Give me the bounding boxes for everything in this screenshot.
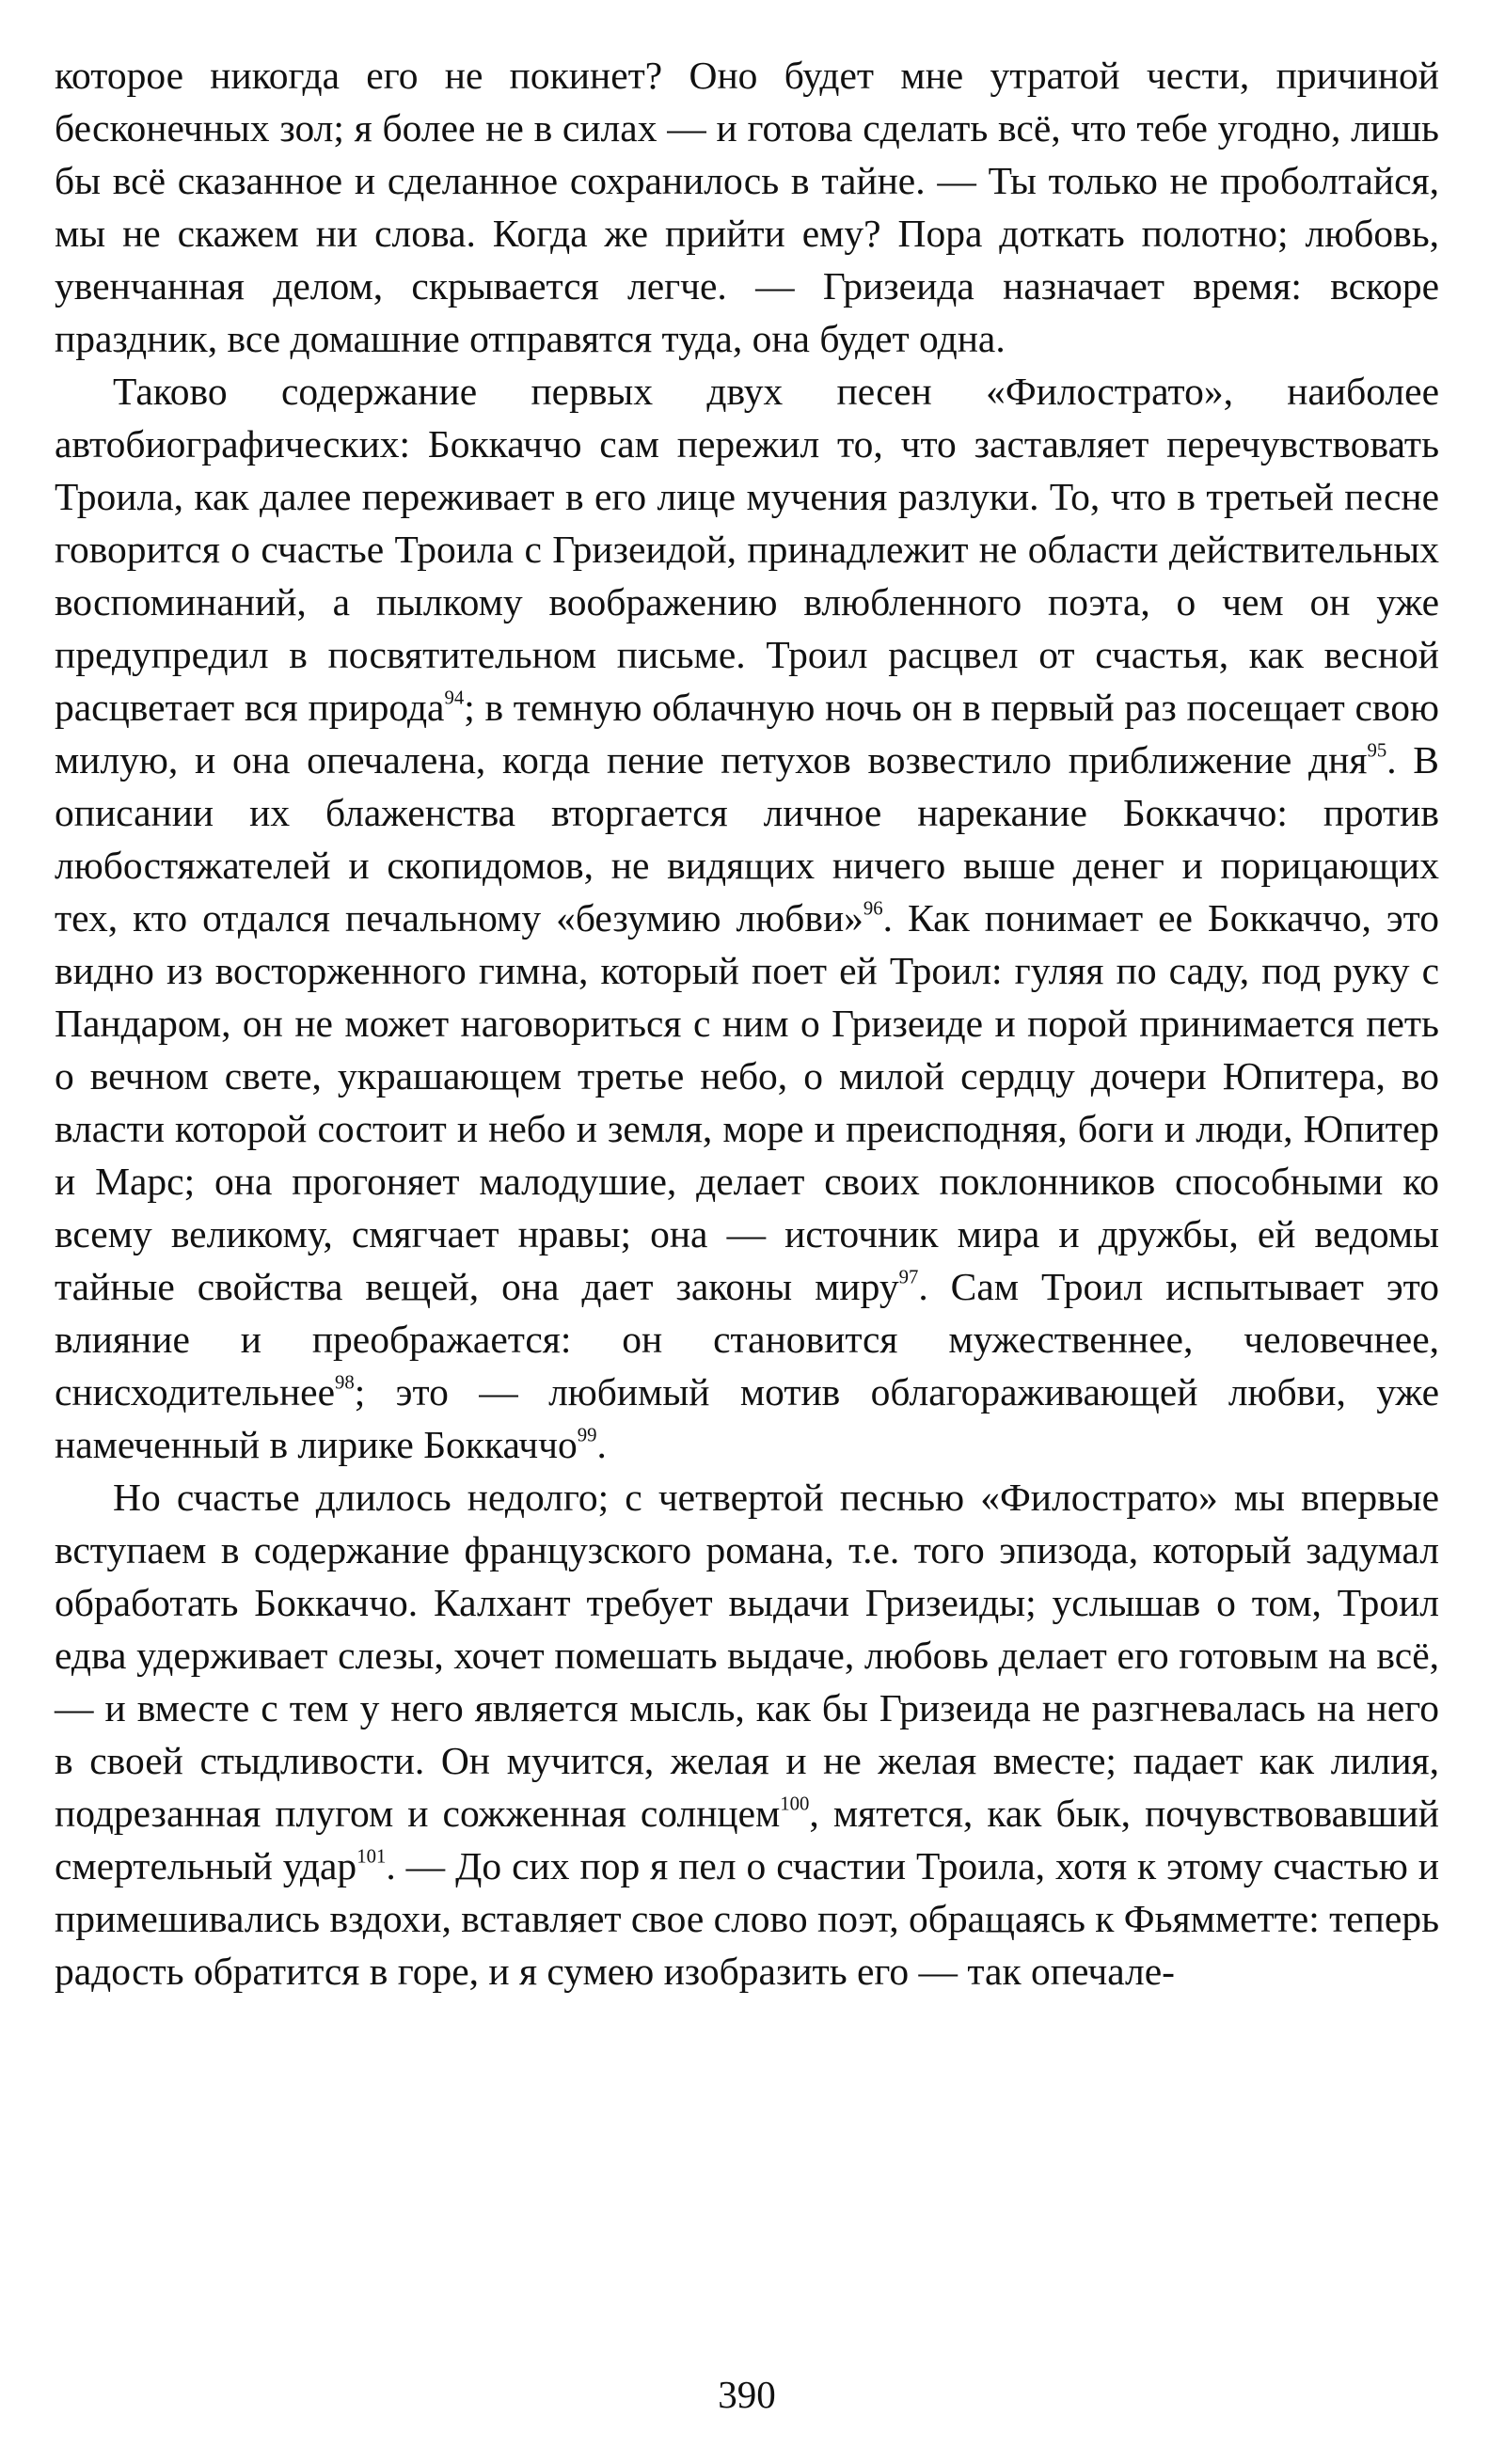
paragraph-2	[55, 365, 1439, 1471]
paragraph-1-text: которое никогда его не покинет? Оно будет мне утратой чести, причиной бесконечных зол; я более не в силах — и готова сделать всё, что тебе угодно, лишь бы всё сказанное и сделанное сохранилось в тайне. — Ты только не проболтайся, мы не скажем ни слова. Когда же прийти ему? Пора доткать полотно; любовь, увенчанная делом, скрывается легче. — Гризеида назначает время: вскоре праздник, все домашние отправятся туда, она будет одна.	[55, 54, 1439, 360]
paragraph-3-text-3: . — До сих пор я пел о счастии Троила, хотя к этому счастью и примешивались вздохи, вставляет свое слово поэт, обращаясь к Фьямметте: теперь радость обратится в горе, и я сумею изобразить его — так опечале-	[55, 1844, 1439, 1993]
footnote-ref-100: 100	[780, 1793, 810, 1815]
paragraph-2-text-6: ; это — любимый мотив облагораживающей любви, уже намеченный в лирике Боккаччо	[55, 1370, 1439, 1466]
footnote-ref-97: 97	[898, 1267, 919, 1288]
footnote-ref-95: 95	[1367, 740, 1387, 762]
page-number: 390	[718, 2373, 776, 2416]
paragraph-2-text-1: Таково содержание первых двух песен «Филострато», наиболее автобиографических: Боккаччо сам пережил то, что заставляет перечувствовать Троила, как далее переживает в его лице мучения разлуки. То, что в третьей песне говорится о счастье Троила с Гризеидой, принадлежит не области действительных воспоминаний, а пылкому воображению влюбленного поэта, о чем он уже предупредил в посвятительном письме. Троил расцвел от счастья, как весной расцветает вся природа	[55, 370, 1439, 729]
paragraph-2-text-4: . Как понимает ее Боккаччо, это видно из восторженного гимна, который поет ей Троил: гуляя по саду, под руку с Пандаром, он не может наговориться с ним о Гризеиде и порой принимается петь о вечном свете, украшающем третье небо, о милой сердцу дочери Юпитера, во власти которой состоит и небо и земля, море и преисподняя, боги и люди, Юпитер и Марс; она прогоняет малодушие, делает своих поклонников способными ко всему великому, смягчает нравы; она — источник мира и дружбы, ей ведомы тайные свойства вещей, она дает законы миру	[55, 896, 1439, 1308]
body-text	[55, 49, 1439, 1998]
paragraph-3-text-1: Но счастье длилось недолго; с четвертой песнью «Филострато» мы впервые вступаем в содержание французского романа, т.е. того эпизода, который задумал обработать Боккаччо. Калхант требует выдачи Гризеиды; услышав о том, Троил едва удерживает слезы, хочет помешать выдаче, любовь делает его готовым на всё, — и вместе с тем у него является мысль, как бы Гризеида не разгневалась на него в своей стыдливости. Он мучится, желая и не желая вместе; падает как лилия, подрезанная плугом и сожженная солнцем	[55, 1476, 1439, 1835]
paragraph-2-text-7: .	[596, 1423, 607, 1466]
footnote-ref-98: 98	[335, 1372, 355, 1394]
paragraph-2-text-5: . Сам Троил испытывает это влияние и преображается: он становится мужественнее, человечнее, снисходительнее	[55, 1265, 1439, 1414]
paragraph-1	[55, 49, 1439, 365]
footnote-ref-94: 94	[444, 687, 465, 709]
paragraph-2-text-3: . В описании их блаженства вторгается личное нарекание Боккаччо: против любостяжателей и скопидомов, не видящих ничего выше денег и порицающих тех, кто отдался печальному «безумию любви»	[55, 738, 1439, 940]
book-page	[55, 49, 1439, 2419]
footnote-ref-99: 99	[577, 1425, 597, 1446]
paragraph-3-text-2: , мятется, как бык, почувствовавший смертельный удар	[55, 1792, 1439, 1887]
paragraph-2-text-2: ; в темную облачную ночь он в первый раз посещает свою милую, и она опечалена, когда пение петухов возвестило приближение дня	[55, 686, 1439, 782]
footnote-ref-96: 96	[863, 898, 883, 920]
footnote-ref-101: 101	[356, 1846, 387, 1868]
paragraph-3	[55, 1471, 1439, 1998]
